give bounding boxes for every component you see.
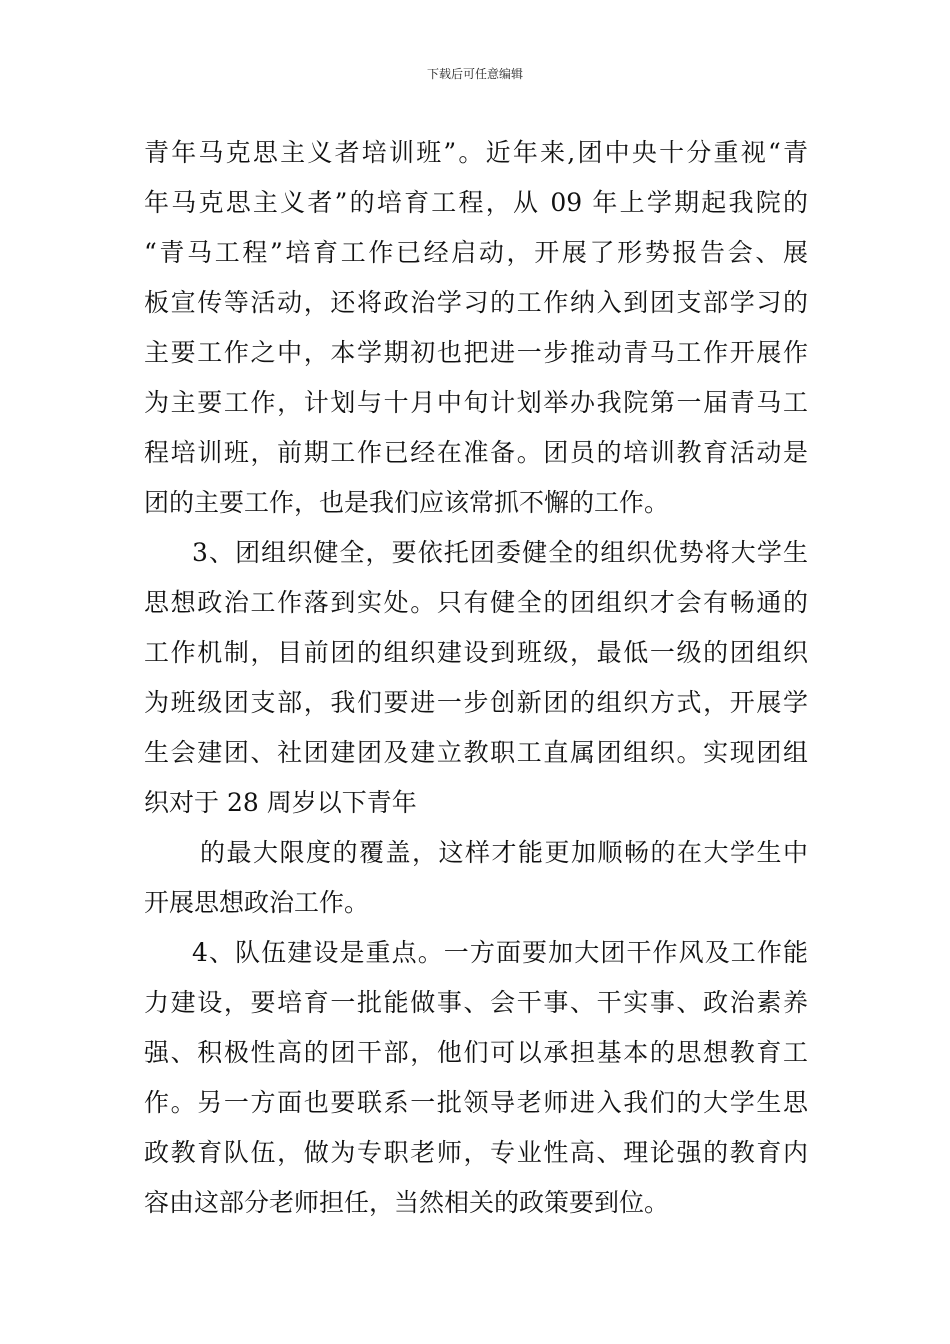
text-line: 主要工作之中，本学期初也把进一步推动青马工作开展作 bbox=[144, 338, 808, 367]
header-note: 下载后可任意编辑 bbox=[426, 67, 523, 81]
text-line: 为主要工作，计划与十月中旬计划举办我院第一届青马工 bbox=[144, 388, 808, 417]
text-line: 强、积极性高的团干部，他们可以承担基本的思想教育工 bbox=[144, 1038, 808, 1067]
text-line: 政教育队伍，做为专职老师，专业性高、理论强的教育内 bbox=[144, 1138, 808, 1167]
document-body bbox=[144, 128, 808, 1228]
continued-paragraph-line: 的最大限度的覆盖，这样才能更加顺畅的在大学生中 bbox=[200, 838, 808, 867]
paragraph-3-first-line: 3、团组织健全，要依托团委健全的组织优势将大学生 bbox=[192, 538, 808, 567]
text-line: 年马克思主义者”的培育工程，从 09 年上学期起我院的 bbox=[144, 188, 808, 217]
paragraph-4-first-line: 4、队伍建设是重点。一方面要加大团干作风及工作能 bbox=[192, 938, 808, 967]
text-line: 力建设，要培育一批能做事、会干事、干实事、政治素养 bbox=[144, 988, 808, 1017]
text-line: 织对于 28 周岁以下青年 bbox=[144, 788, 417, 817]
text-line: “青马工程”培育工作已经启动，开展了形势报告会、展 bbox=[144, 238, 808, 267]
text-line: 生会建团、社团建团及建立教职工直属团组织。实现团组 bbox=[144, 738, 808, 767]
text-line: 青年马克思主义者培训班”。近年来,团中央十分重视“青 bbox=[144, 138, 808, 167]
text-line: 工作机制，目前团的组织建设到班级，最低一级的团组织 bbox=[144, 638, 808, 667]
text-line: 为班级团支部，我们要进一步创新团的组织方式，开展学 bbox=[144, 688, 808, 717]
text-line: 作。另一方面也要联系一批领导老师进入我们的大学生思 bbox=[144, 1088, 808, 1117]
text-line: 开展思想政治工作。 bbox=[144, 888, 370, 917]
text-line: 团的主要工作，也是我们应该常抓不懈的工作。 bbox=[144, 488, 670, 517]
text-line: 思想政治工作落到实处。只有健全的团组织才会有畅通的 bbox=[144, 588, 808, 617]
text-line: 板宣传等活动，还将政治学习的工作纳入到团支部学习的 bbox=[144, 288, 808, 317]
text-line: 容由这部分老师担任，当然相关的政策要到位。 bbox=[144, 1188, 670, 1217]
text-line: 程培训班，前期工作已经在准备。团员的培训教育活动是 bbox=[144, 438, 808, 467]
